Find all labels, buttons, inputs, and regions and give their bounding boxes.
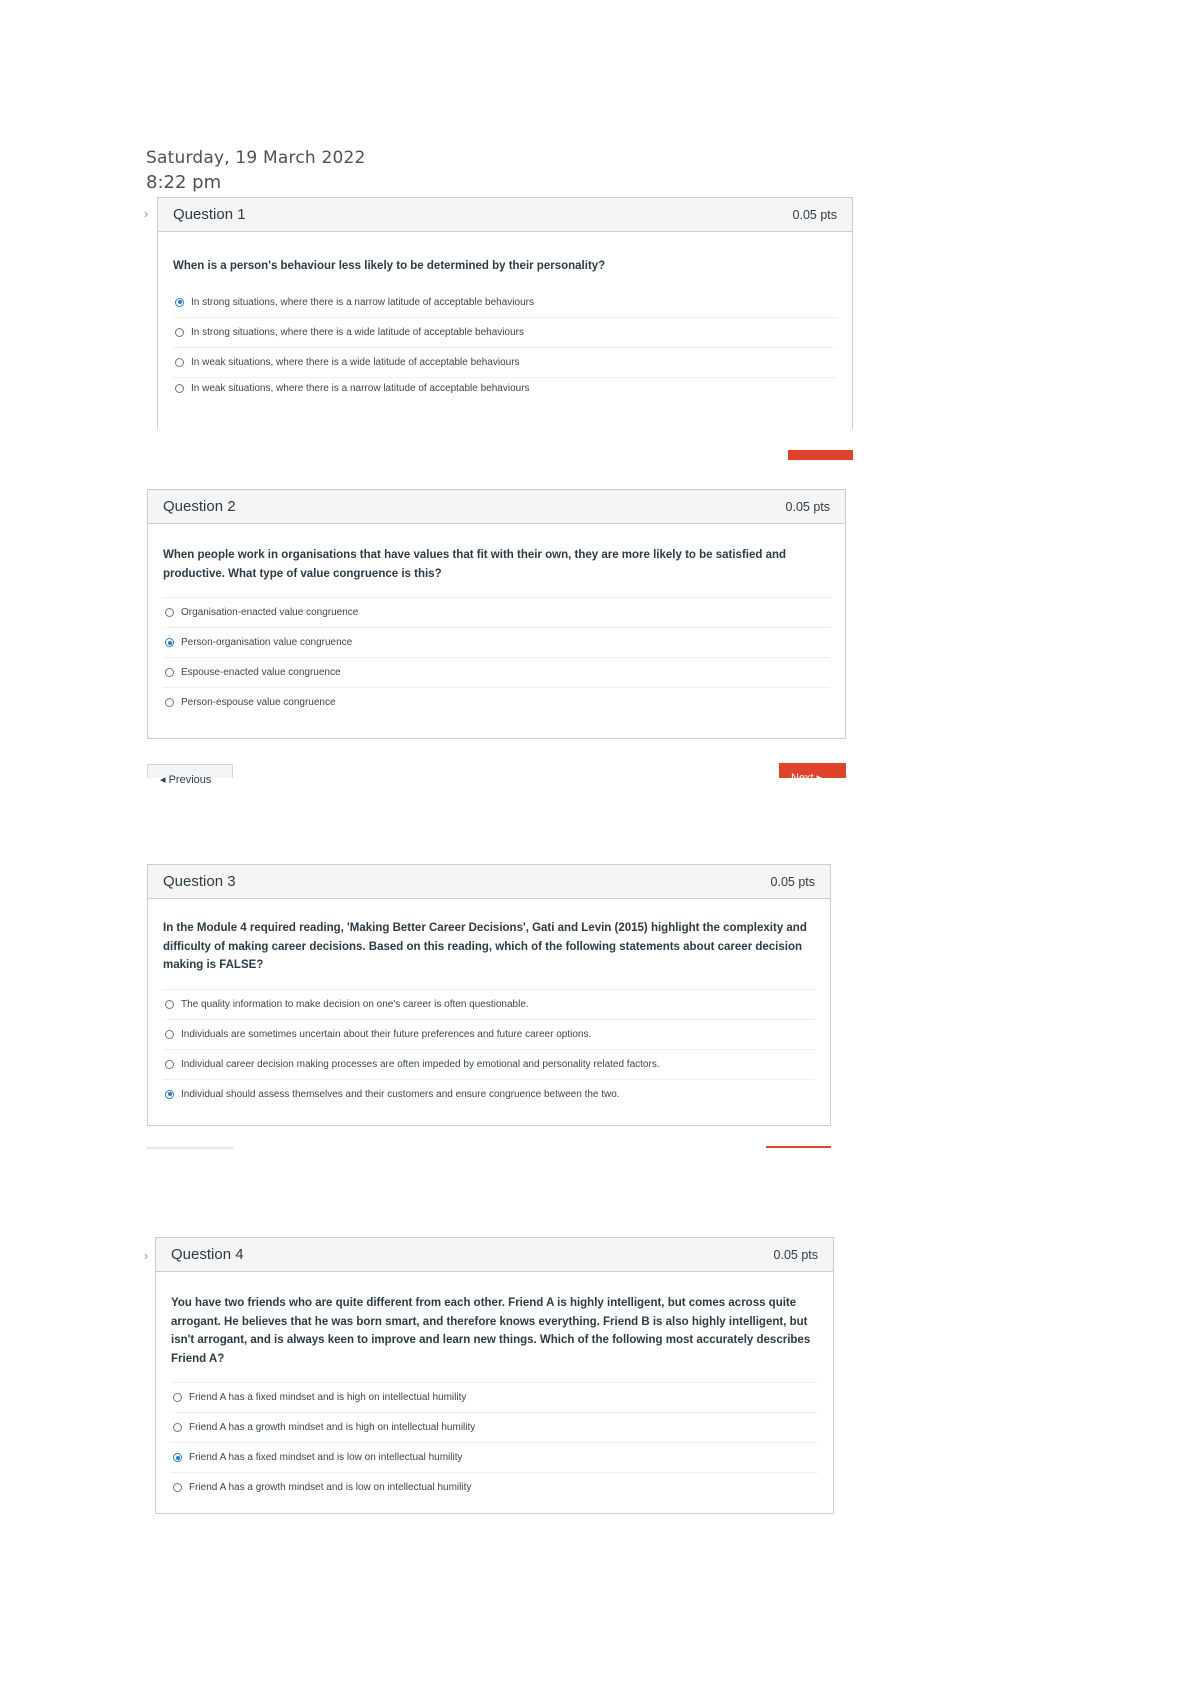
question-title: Question 2 xyxy=(163,498,236,515)
answer-option[interactable]: The quality information to make decision on one's career is often questionable. xyxy=(163,990,815,1020)
answer-option[interactable]: Person-espouse value congruence xyxy=(163,688,830,717)
previous-button[interactable]: ◂ Previous xyxy=(147,764,233,778)
radio-icon[interactable] xyxy=(165,1030,174,1039)
radio-icon[interactable] xyxy=(165,1060,174,1069)
question-header xyxy=(148,490,845,524)
chevron-right-icon: › xyxy=(144,1248,149,1263)
radio-icon[interactable] xyxy=(165,608,174,617)
answer-option[interactable]: Friend A has a fixed mindset and is high on intellectual humility xyxy=(171,1383,818,1413)
question-header xyxy=(156,1238,833,1272)
question-title: Question 3 xyxy=(163,873,236,890)
question-card-4 xyxy=(155,1237,834,1514)
answer-option[interactable]: Friend A has a growth mindset and is low on intellectual humility xyxy=(171,1473,818,1502)
question-text: You have two friends who are quite different from each other. Friend A is highly intelligent, but comes across quite arrogant. He believes that he was born smart, and therefore knows everything. Friend B is also highly intelligent, but isn't arrogant, and is always keen to improve and learn new things. Which of the following most accurately describes Friend A? xyxy=(171,1297,811,1365)
answer-option[interactable]: Individuals are sometimes uncertain about their future preferences and future career options. xyxy=(163,1020,815,1050)
answer-option[interactable]: Friend A has a growth mindset and is high on intellectual humility xyxy=(171,1413,818,1443)
next-button-cropped[interactable] xyxy=(788,450,853,460)
answer-option[interactable]: Individual should assess themselves and their customers and ensure congruence between the two. xyxy=(163,1080,815,1109)
question-text: In the Module 4 required reading, 'Making Better Career Decisions', Gati and Levin (2015) highlight the complexity and difficulty of making career decisions. Based on this reading, which of the following statements about career decision making is FALSE? xyxy=(163,922,807,971)
chevron-right-icon: › xyxy=(144,206,149,221)
question-text: When is a person's behaviour less likely to be determined by their personality? xyxy=(173,260,606,272)
question-points: 0.05 pts xyxy=(785,499,830,514)
radio-icon[interactable] xyxy=(173,1393,182,1402)
radio-selected-icon[interactable] xyxy=(175,298,184,307)
answer-option[interactable]: Person-organisation value congruence xyxy=(163,628,830,658)
next-button-cropped[interactable] xyxy=(766,1146,831,1148)
answer-option[interactable]: Individual career decision making processes are often impeded by emotional and personality related factors. xyxy=(163,1050,815,1080)
answer-option[interactable]: Friend A has a fixed mindset and is low on intellectual humility xyxy=(171,1443,818,1473)
question-title: Question 1 xyxy=(173,206,246,223)
radio-icon[interactable] xyxy=(175,328,184,337)
radio-selected-icon[interactable] xyxy=(165,1090,174,1099)
answer-option[interactable]: In strong situations, where there is a narrow latitude of acceptable behaviours xyxy=(173,288,837,318)
answer-option[interactable]: Espouse-enacted value congruence xyxy=(163,658,830,688)
question-card-1 xyxy=(157,197,853,429)
answer-option[interactable]: In weak situations, where there is a wide latitude of acceptable behaviours xyxy=(173,348,837,378)
question-header xyxy=(158,198,852,232)
next-button[interactable]: Next ▸ xyxy=(779,763,846,778)
question-card-2 xyxy=(147,489,846,739)
question-text: When people work in organisations that have values that fit with their own, they are more likely to be satisfied and productive. What type of value congruence is this? xyxy=(163,549,787,580)
answer-option[interactable]: Organisation-enacted value congruence xyxy=(163,598,830,628)
radio-selected-icon[interactable] xyxy=(173,1453,182,1462)
note-date: Saturday, 19 March 2022 xyxy=(146,148,366,168)
question-header xyxy=(148,865,830,899)
answer-list xyxy=(163,989,815,1109)
question-title: Question 4 xyxy=(171,1246,244,1263)
question-card-3 xyxy=(147,864,831,1126)
radio-selected-icon[interactable] xyxy=(165,638,174,647)
radio-icon[interactable] xyxy=(165,698,174,707)
previous-button-cropped[interactable] xyxy=(147,1147,233,1149)
answer-list xyxy=(173,288,837,400)
radio-icon[interactable] xyxy=(175,384,184,393)
question-points: 0.05 pts xyxy=(770,874,815,889)
answer-list xyxy=(163,597,830,717)
radio-icon[interactable] xyxy=(173,1423,182,1432)
answer-option[interactable]: In weak situations, where there is a narrow latitude of acceptable behaviours xyxy=(173,378,837,400)
radio-icon[interactable] xyxy=(165,668,174,677)
radio-icon[interactable] xyxy=(165,1000,174,1009)
note-time: 8:22 pm xyxy=(146,172,222,193)
answer-list xyxy=(171,1382,818,1502)
answer-option[interactable]: In strong situations, where there is a wide latitude of acceptable behaviours xyxy=(173,318,837,348)
question-points: 0.05 pts xyxy=(792,207,837,222)
radio-icon[interactable] xyxy=(173,1483,182,1492)
question-points: 0.05 pts xyxy=(773,1247,818,1262)
radio-icon[interactable] xyxy=(175,358,184,367)
